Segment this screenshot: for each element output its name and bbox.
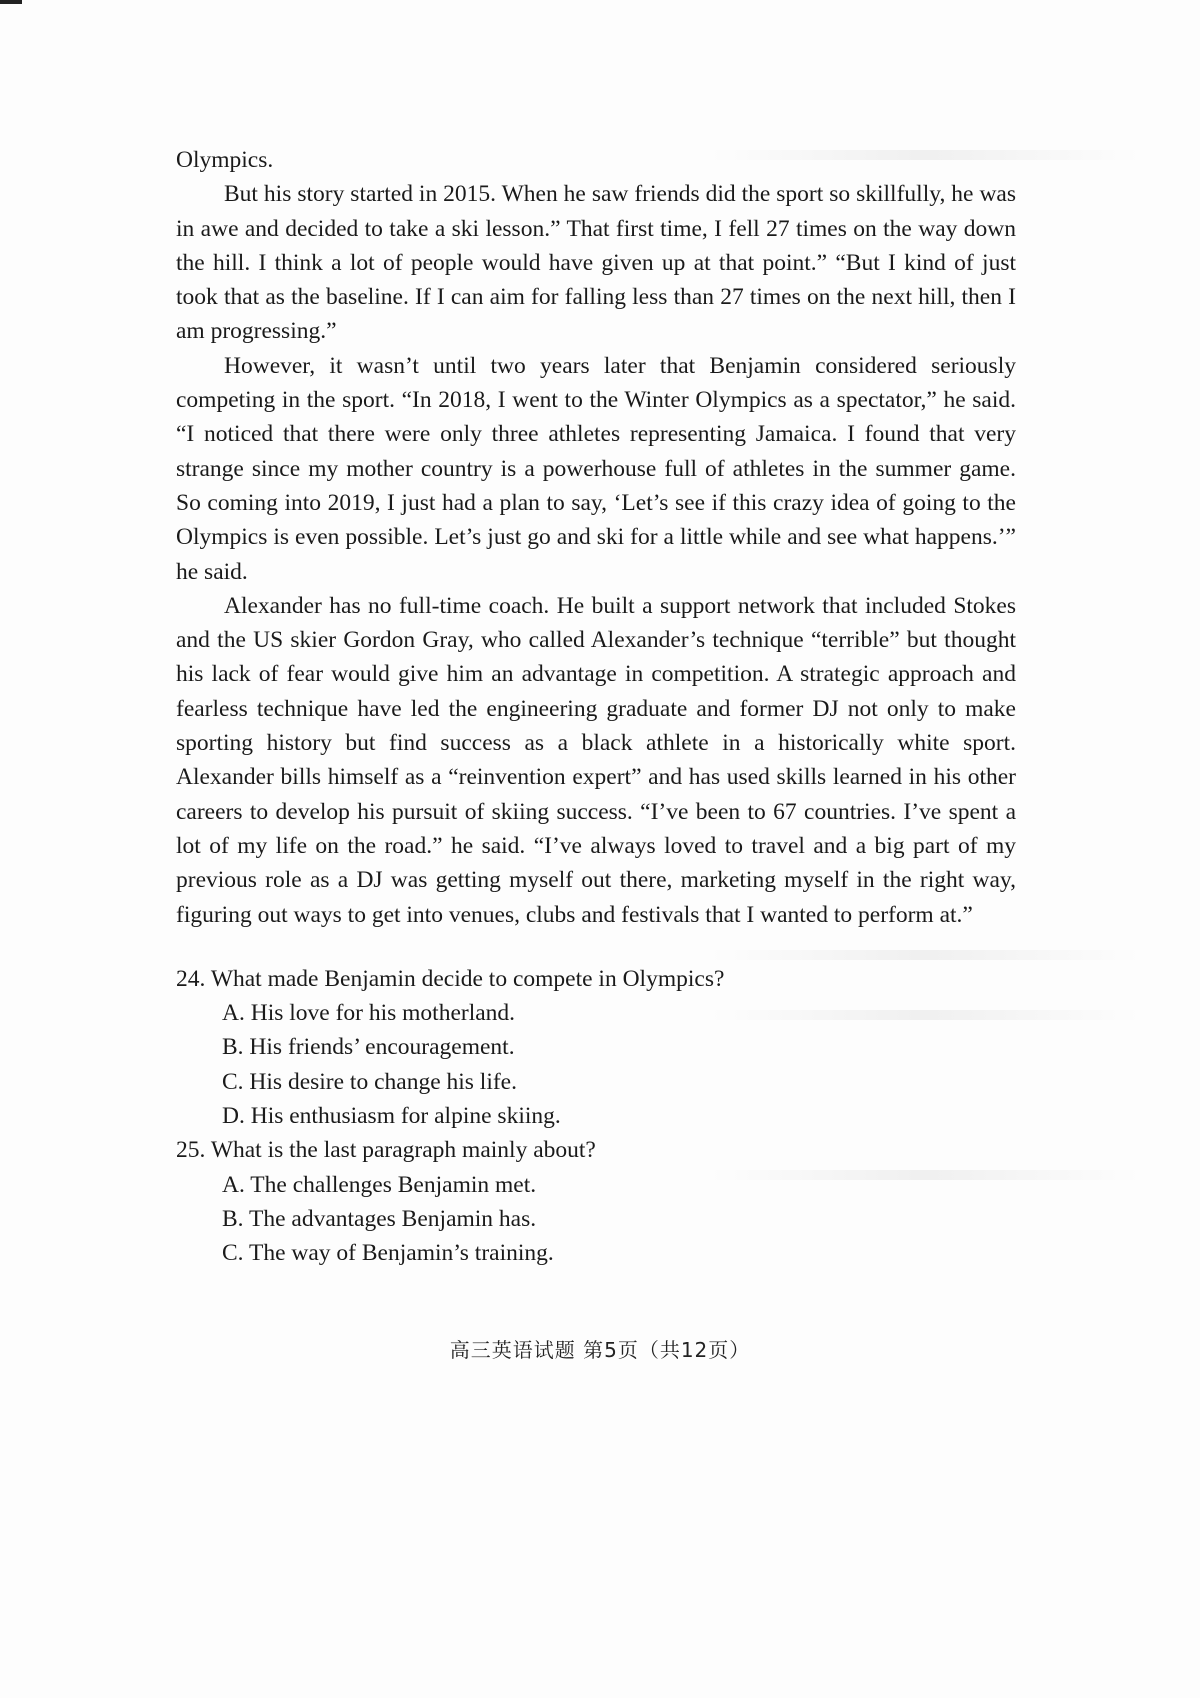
passage-paragraph: Olympics. (176, 147, 274, 173)
page-footer: 高三英语试题 第5页（共12页） (449, 1338, 751, 1362)
question-stem: 24. What made Benjamin decide to compete in Olympics? (176, 965, 725, 992)
question-stem: 25. What is the last paragraph mainly about? (176, 1137, 596, 1164)
passage-paragraph: Alexander has no full-time coach. He built a support network that included Stokes and the US skier Gordon Gray, who called Alexander’s technique “terrible” but thought his lack of fear would give him an advantage in competition. A strategic approach and fearless technique have led the engineering graduate and former DJ not only to make sporting history but find success as a black athlete in a historically white sport. Alexander bills himself as a “reinvention expert” and has used skills learned in his other careers to develop his pursuit of skiing success. “I’ve been to 67 countries. I’ve spent a lot of my life on the road.” he said. “I’ve always loved to travel and a big part of my previous role as a DJ was getting myself out there, marketing myself in the right way, figuring out ways to get into venues, clubs and festivals that I wanted to perform at.” (176, 592, 1016, 928)
answer-option: C. His desire to change his life. (222, 1068, 517, 1095)
answer-option: B. The advantages Benjamin has. (222, 1205, 537, 1232)
reading-passage (176, 143, 1016, 1271)
scan-corner-mark (0, 0, 22, 4)
question-list (176, 962, 1016, 1271)
answer-option: D. His enthusiasm for alpine skiing. (222, 1103, 561, 1130)
question-24 (176, 962, 1016, 1133)
answer-option: B. His friends’ encouragement. (222, 1034, 515, 1061)
passage-paragraph: But his story started in 2015. When he saw friends did the sport so skillfully, he was in awe and decided to take a ski lesson.” That first time, I fell 27 times on the way down the hill. I think a lot of people would have given up at that point.” “But I kind of just took that as the baseline. If I can aim for falling less than 27 times on the next hill, then I am progressing.” (176, 181, 1016, 345)
question-25 (176, 1133, 1016, 1270)
answer-option: C. The way of Benjamin’s training. (222, 1240, 554, 1267)
passage-paragraph: However, it wasn’t until two years later that Benjamin considered seriously competing in the sport. “In 2018, I went to the Winter Olympics as a spectator,” he said. “I noticed that there were only three athletes representing Jamaica. I found that very strange since my mother country is a powerhouse full of athletes in the summer game. So coming into 2019, I just had a plan to say, ‘Let’s see if this crazy idea of going to the Olympics is even possible. Let’s just go and ski for a little while and see what happens.’” he said. (176, 352, 1016, 585)
answer-option: A. The challenges Benjamin met. (222, 1171, 537, 1198)
answer-option: A. His love for his motherland. (222, 1000, 516, 1027)
